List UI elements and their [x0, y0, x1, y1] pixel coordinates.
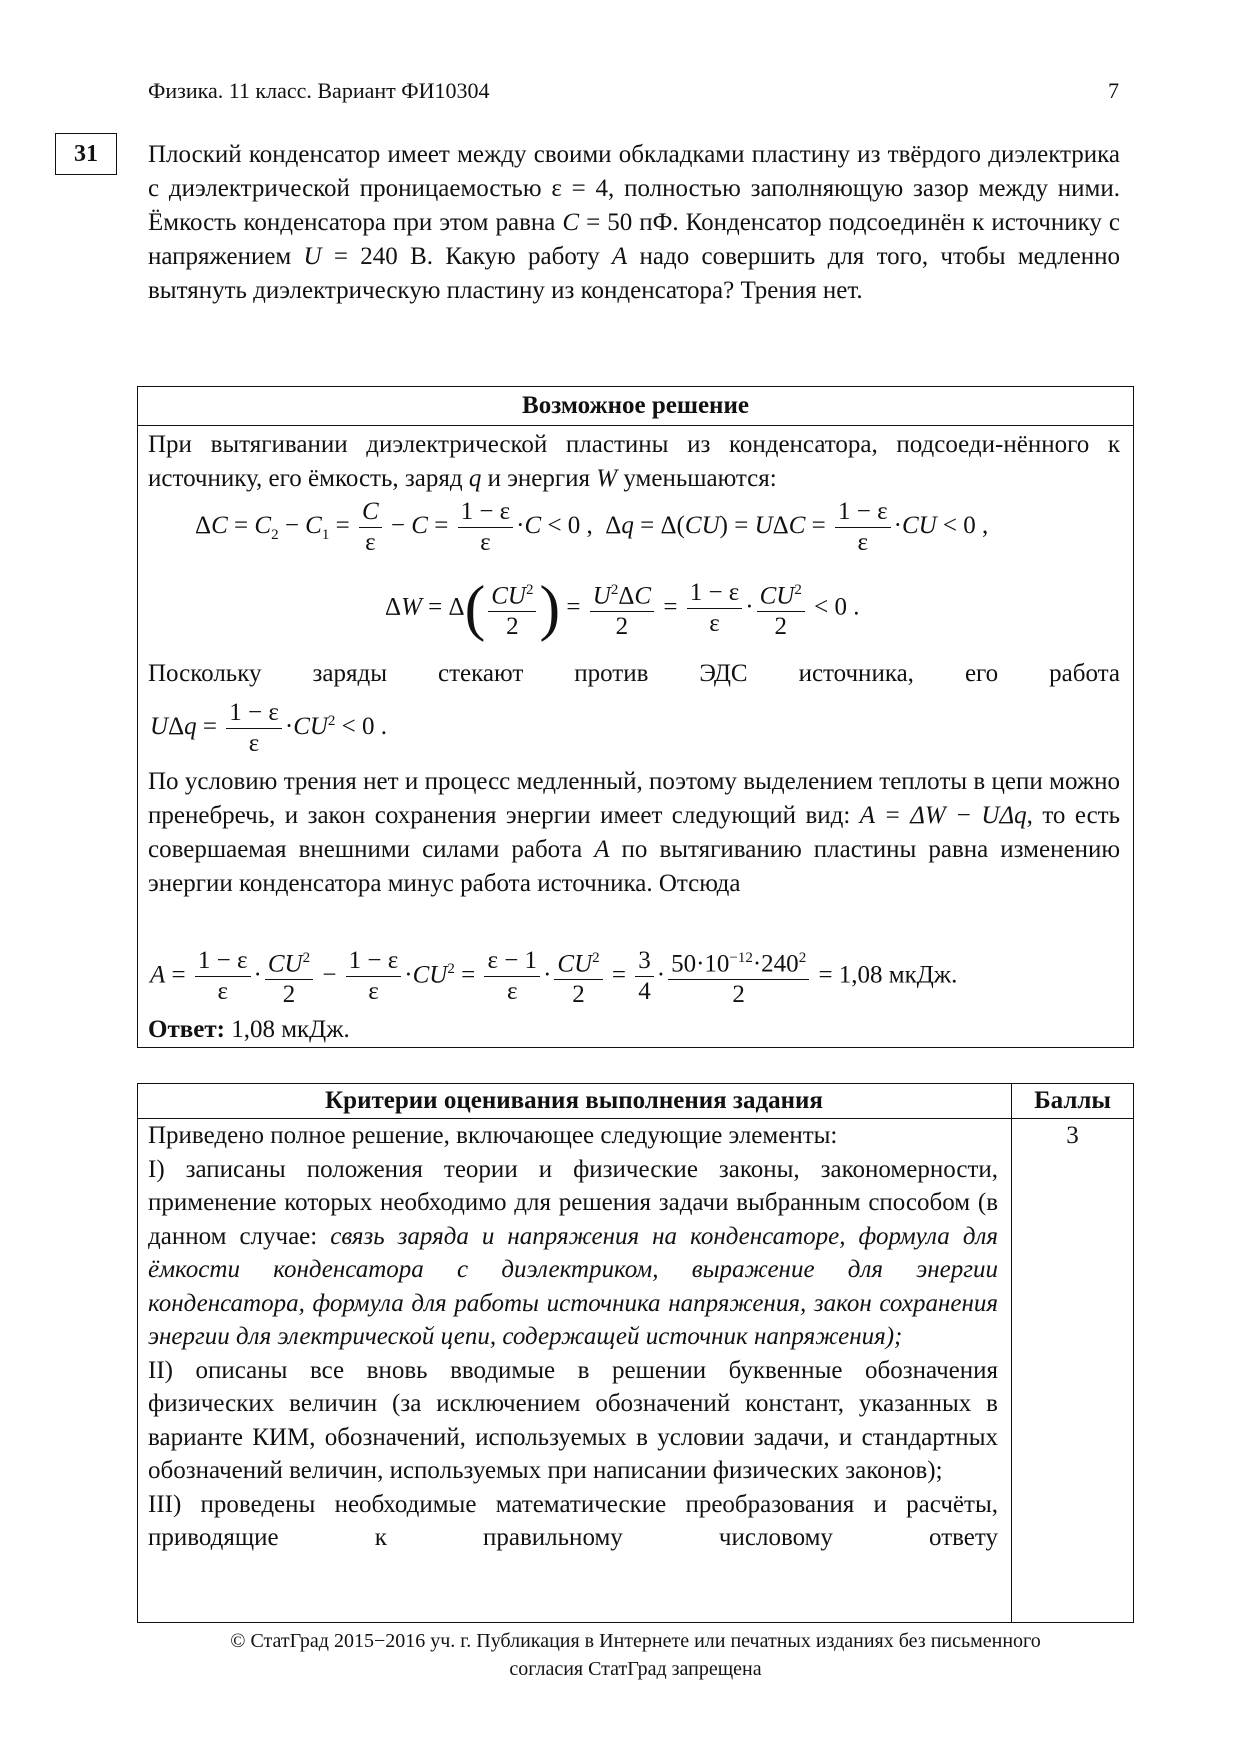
- copyright-footer: [137, 1627, 1134, 1683]
- answer-label: Ответ:: [148, 1016, 225, 1043]
- criteria-line-intro: Приведено полное решение, включающее следующие элементы:: [148, 1122, 838, 1149]
- solution-intro: При вытягивании диэлектрической пластины из конденсатора, подсоеди-нённого к источнику, его ёмкость, заряд q и энергия W уменьшаются:: [148, 431, 1120, 492]
- solution-para-source-work: Поскольку заряды стекают против ЭДС источника, его работа: [148, 660, 1120, 687]
- criteria-points-header: Баллы: [1034, 1087, 1111, 1114]
- answer-value: 1,08 мкДж.: [231, 1016, 350, 1043]
- task-number-box: 31: [55, 133, 117, 175]
- formula-delta-w: ΔW = Δ( $\frac{CU^2}{2}$ ) = $\frac{U^2\Delta C}{2}$ = $\frac{1 - \varepsilon}{\varepsilon}$ · $\frac{CU^2}{2}$ < 0 .: [385, 574, 860, 643]
- criteria-item-2: II) описаны все вновь вводимые в решении буквенные обозначения физических величин (за исключением обозначений констант, указанных в варианте КИМ, обозначений, используемых в условии задачи, и стандартных обозначений величин, используемых при написании физических законов);: [148, 1356, 998, 1484]
- criteria-header: Критерии оценивания выполнения задания: [325, 1087, 823, 1114]
- criteria-description: [148, 1119, 998, 1555]
- solution-para-energy-law: По условию трения нет и процесс медленный, поэтому выделением теплоты в цепи можно пренебречь, и закон сохранения энергии имеет следующий вид: A = ΔW − UΔq, то есть совершаемая внешними силами работа A по вытягиванию пластины равна изменению энергии конденсатора минус работа источника. Отсюда: [148, 768, 1120, 897]
- criteria-item-3: III) проведены необходимые математические преобразования и расчёты, приводящие к правильному числовому ответу: [148, 1490, 998, 1551]
- formula-source-work: UΔq = $\frac{1 - \varepsilon}{\varepsilon}$ $\cdot CU^2 < 0$ .: [150, 699, 388, 757]
- criteria-column-divider: [1011, 1083, 1012, 1623]
- formula-work-result: A = $\frac{1 - \varepsilon}{\varepsilon}$ · $\frac{CU^2}{2}$ − $\frac{1 - \varepsilon}{\varepsilon}$ $\cdot CU^2$ = $\frac{\varepsilon - 1}{\varepsilon}$ · $\frac{CU^2}{2}$ = $\frac{3}{4}$ · $\frac{50\cdot 10^{-12}\cdot 240^2}{2}$ = 1,08 мкДж.: [150, 943, 957, 1010]
- solution-answer: [148, 1013, 1120, 1047]
- solution-title: Возможное решение: [137, 386, 1134, 426]
- task-statement: Плоский конденсатор имеет между своими обкладками пластину из твёрдого диэлектрика с диэлектрической проницаемостью ε = 4, полностью заполняющую зазор между ними. Ёмкость конденсатора при этом равна C = 50 пФ. Конденсатор подсоединён к источнику с напряжением U = 240 В. Какую работу A надо совершить для того, чтобы медленно вытянуть диэлектрическую пластину из конденсатора? Трения нет.: [148, 141, 1120, 304]
- footer-line-2: согласия СтатГрад запрещена: [509, 1658, 762, 1680]
- criteria-item-1: I) записаны положения теории и физические законы, закономерности, применение которых необходимо для решения задачи выбранным способом (в данном случае: связь заряда и напряжения на конденсаторе, формула для ёмкости конденсатора с диэлектриком, выражение для энергии конденсатора, формула для работы источника напряжения, закон сохранения энергии для электрической цепи, содержащей источник напряжения);: [148, 1155, 998, 1350]
- criteria-points-value: 3: [1066, 1122, 1079, 1149]
- formula-delta-c: $\Delta C = C_2 - C_1$ = $\frac{C}{\varepsilon}$ − C = $\frac{1 - \varepsilon}{\varepsilon}$ ·C < 0 , Δq = Δ(CU) = UΔC = $\frac{1 - \varepsilon}{\varepsilon}$ ·CU < 0 ,: [195, 498, 989, 556]
- page-number: 7: [1108, 78, 1119, 103]
- page-header-title: Физика. 11 класс. Вариант ФИ10304: [148, 78, 490, 103]
- footer-line-1: © СтатГрад 2015−2016 уч. г. Публикация в Интернете или печатных изданиях без письменного: [230, 1630, 1041, 1652]
